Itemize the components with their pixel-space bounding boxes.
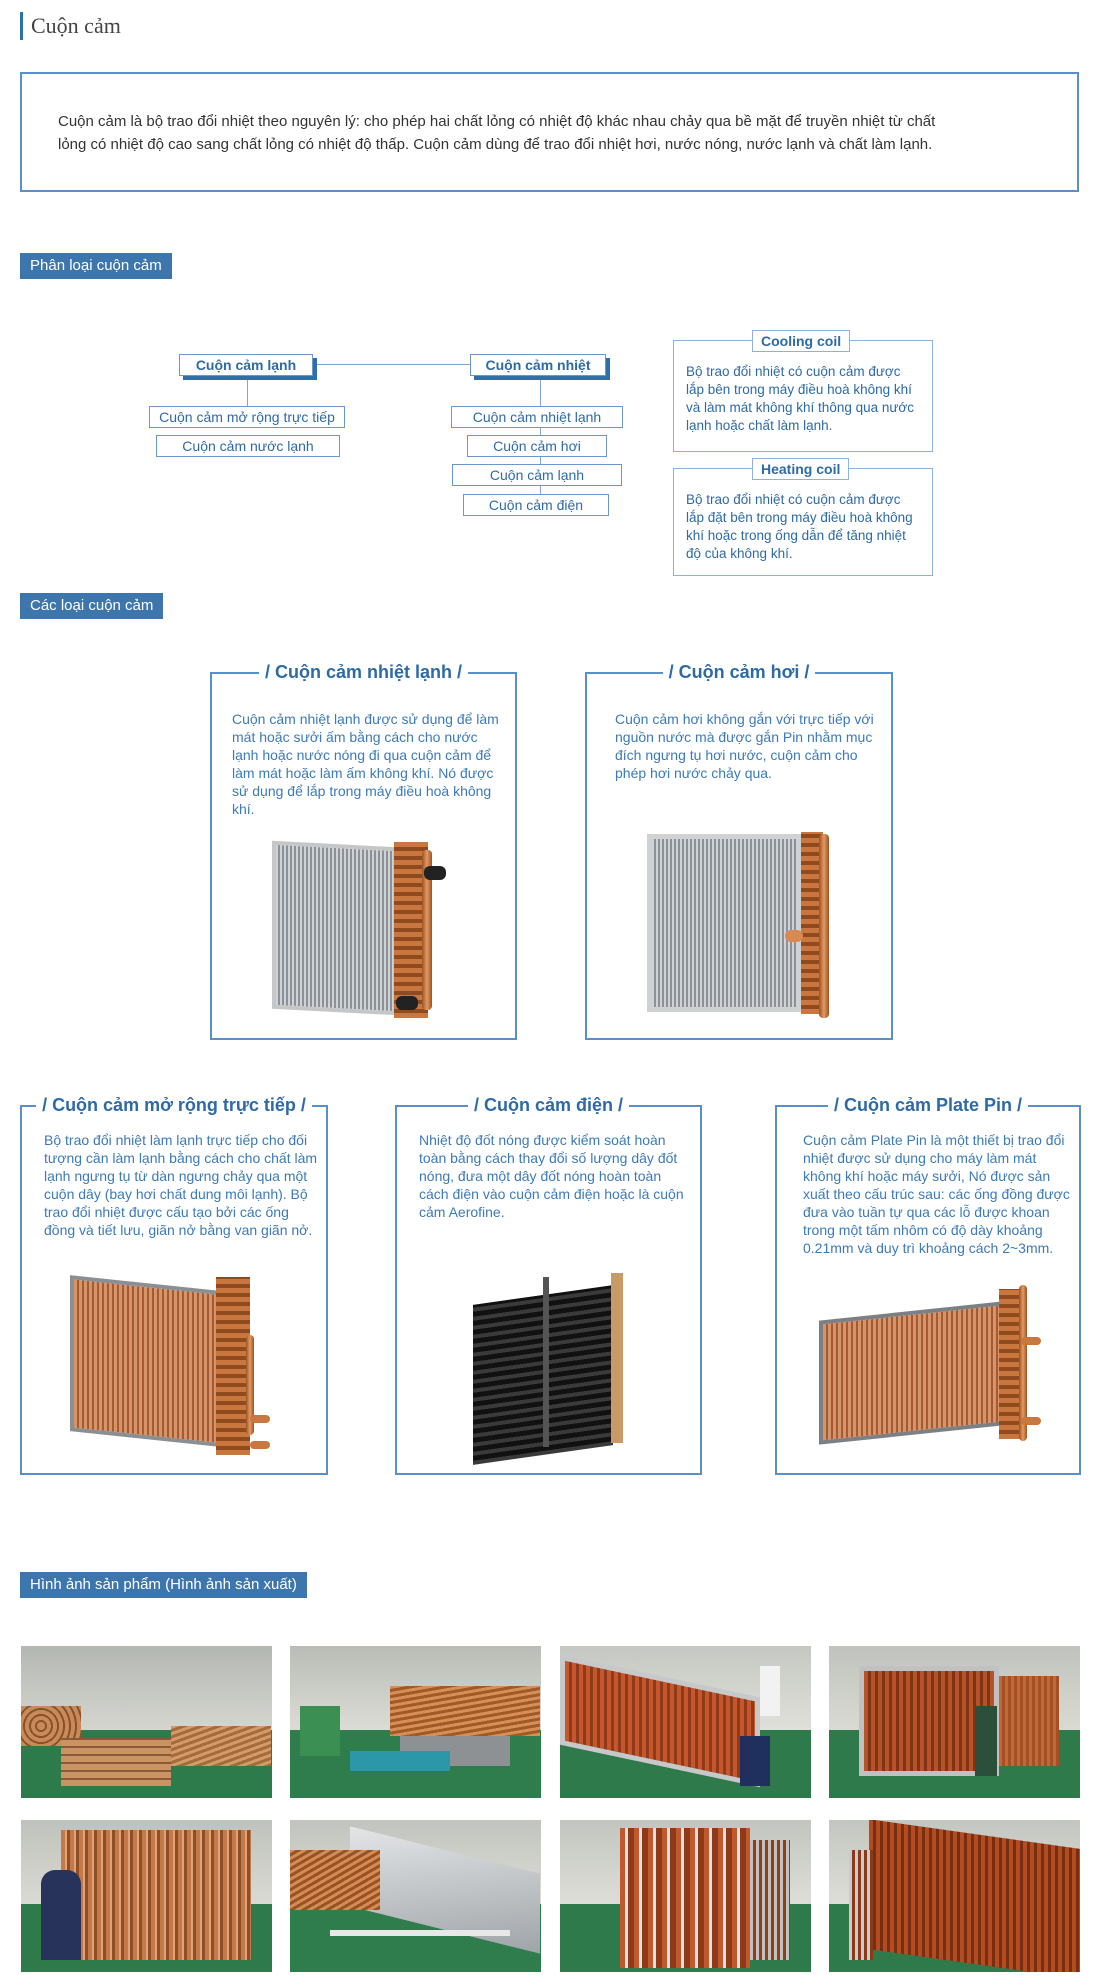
node-cold-coil: Cuộn cảm lạnh (179, 354, 313, 376)
node-direct-expansion: Cuộn cảm mở rộng trực tiếp (149, 406, 345, 428)
diagram-connector (310, 364, 470, 365)
coil-image (435, 1267, 663, 1467)
card-title: / Cuộn cảm mở rộng trực tiếp / (36, 1095, 312, 1115)
coil-image (244, 830, 474, 1030)
product-photo (829, 1646, 1080, 1798)
node-heat-coil: Cuộn cảm nhiệt (470, 354, 606, 376)
card-title: / Cuộn cảm hơi / (663, 662, 816, 682)
card-description: Cuộn cảm nhiệt lạnh được sử dụng để làm mát hoặc sưởi ấm bằng cách cho nước lạnh hoặc nước nóng đi qua cuộn cảm để làm mát hoặc làm ấm không khí. Nó được sử dụng để lắp trong máy điều hoà không khí. (232, 711, 499, 817)
heating-coil-text: Bộ trao đổi nhiệt có cuộn cảm được lắp đặt bên trong máy điều hoà không khí hoặc trong ống dẫn để tăng nhiệt độ của không khí. (686, 492, 913, 561)
node-electric-coil: Cuộn cảm điện (463, 494, 609, 516)
product-photo (290, 1820, 541, 1972)
heating-coil-title: Heating coil (752, 458, 849, 480)
product-photo (21, 1646, 272, 1798)
section-tag-types: Các loại cuộn cảm (20, 593, 163, 619)
cooling-coil-text: Bộ trao đổi nhiệt có cuộn cảm được lắp bên trong máy điều hoà không khí và làm mát không khí thông qua nước lạnh hoặc chất làm lạnh. (686, 364, 915, 433)
node-cold-coil-2: Cuộn cảm lạnh (452, 464, 622, 486)
diagram-connector (247, 377, 248, 407)
card-description: Cuộn cảm Plate Pin là một thiết bị trao đổi nhiệt được sử dụng cho máy làm mát không khí hoặc máy sưởi, Nó được sản xuất theo cấu trúc sau: các ống đồng được đưa vào tuần tự qua các lỗ được khoan trong một tấm nhôm có độ dày khoảng 0.21mm và duy trì khoảng cách 2~3mm. (803, 1132, 1070, 1256)
card-title: / Cuộn cảm điện / (468, 1095, 629, 1115)
intro-line-2: lỏng có nhiệt độ cao sang chất lỏng có nhiệt độ thấp. Cuộn cảm dùng để trao đổi nhiệt hơi, nước nóng, nước lạnh và chất làm lạnh. (58, 136, 933, 153)
cooling-coil-title: Cooling coil (752, 330, 850, 352)
node-hot-cold-coil: Cuộn cảm nhiệt lạnh (451, 406, 623, 428)
card-description: Bộ trao đổi nhiệt làm lạnh trực tiếp cho đối tượng cần làm lạnh bằng cách cho chất làm lạnh ngưng tụ từ dàn ngưng chảy qua một cuộn dây (bay hơi chất dung môi lạnh). Bộ trao đổi nhiệt được cấu tạo bởi các ống đồng và tiết lưu, giãn nở bằng van giãn nở. (44, 1132, 318, 1238)
card-plate-pin-coil (775, 1095, 1081, 1475)
coil-image (643, 826, 853, 1026)
page-title: Cuộn cảm (20, 12, 121, 40)
card-description: Nhiệt độ đốt nóng được kiểm soát hoàn toàn bằng cách thay đổi số lượng dây đốt nóng, đưa một dây đốt nóng hoàn toàn cách điện vào cuộn cảm điện hoặc là cuộn cảm Aerofine. (419, 1132, 684, 1220)
section-tag-classification: Phân loại cuộn cảm (20, 253, 172, 279)
card-hot-cold-coil (210, 662, 517, 1040)
product-photo (21, 1820, 272, 1972)
product-photo (290, 1646, 541, 1798)
card-steam-coil (585, 662, 893, 1040)
node-steam-coil: Cuộn cảm hơi (467, 435, 607, 457)
product-photo (829, 1820, 1080, 1972)
intro-box (20, 72, 1079, 192)
card-direct-expansion-coil (20, 1095, 328, 1475)
intro-line-1: Cuộn cảm là bộ trao đổi nhiệt theo nguyên lý: cho phép hai chất lỏng có nhiệt độ khác nhau chảy qua bề mặt để truyền nhiệt từ chất (58, 113, 936, 130)
coil-image (811, 1267, 1051, 1467)
section-tag-photos: Hình ảnh sản phẩm (Hình ảnh sản xuất) (20, 1572, 307, 1598)
product-photo (560, 1646, 811, 1798)
node-chilled-water: Cuộn cảm nước lạnh (156, 435, 340, 457)
card-electric-coil (395, 1095, 702, 1475)
heating-coil-box (673, 461, 933, 576)
card-description: Cuộn cảm hơi không gắn với trực tiếp với nguồn nước mà được gắn Pin nhằm mục đích ngưng tụ hơi nước, cuộn cảm cho phép hơi nước chảy qua. (615, 711, 874, 781)
coil-image (56, 1265, 284, 1465)
card-title: / Cuộn cảm nhiệt lạnh / (259, 662, 468, 682)
card-title: / Cuộn cảm Plate Pin / (828, 1095, 1028, 1115)
product-photo (560, 1820, 811, 1972)
cooling-coil-box (673, 333, 933, 452)
